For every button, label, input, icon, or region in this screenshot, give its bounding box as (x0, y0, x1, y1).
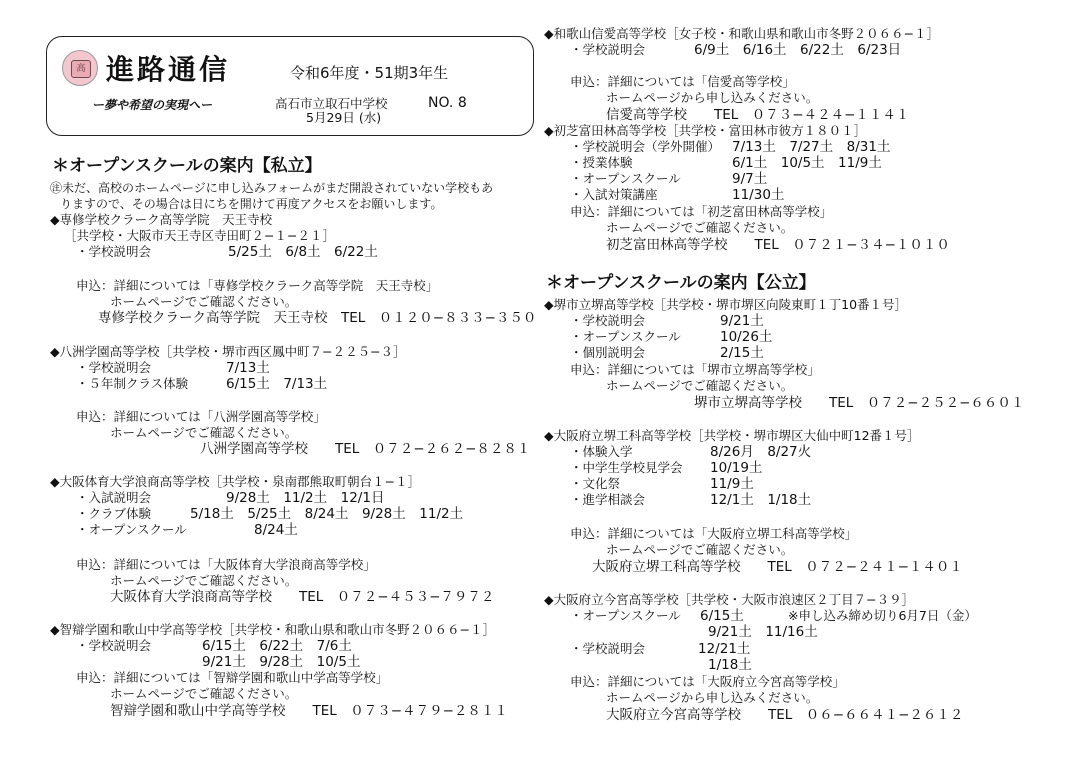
apply-info: 申込：詳細については「大阪体育大学浪商高等学校」 (76, 557, 376, 572)
school-name-chiben: ◆智辯学園和歌山中学高等学校［共学校・和歌山県和歌山市冬野２０６６−１］ (50, 622, 496, 637)
school-name-hatsushiba: ◆初芝富田林高等学校［共学校・富田林市彼方１８０１］ (544, 123, 867, 138)
issue-date: 5月29日 (水) (306, 110, 382, 125)
event-dates: 5/18土 5/25土 8/24土 9/28土 11/2土 (190, 506, 464, 522)
apply-info: 申込：詳細については「大阪府立今宮高等学校」 (570, 674, 845, 689)
apply-info: 申込：詳細については「初芝富田林高等学校」 (570, 204, 833, 219)
school-name-sakai: ◆堺市立堺高等学校［共学校・堺市堺区向陵東町１丁10番１号］ (544, 297, 908, 312)
event-label: ・文化祭 (570, 476, 621, 491)
event-dates: 11/9土 (710, 476, 754, 492)
school-tel: 信愛高等学校 TEL ０７３−４２４−１１４１ (606, 107, 910, 123)
school-name: 高石市立取石中学校 (275, 96, 388, 111)
apply-homepage: ホームページから申し込みください。 (606, 90, 819, 105)
event-dates: 2/15土 (720, 345, 764, 361)
event-dates: 5/25土 6/8土 6/22土 (228, 244, 378, 260)
school-tel: 大阪府立今宮高等学校 TEL ０６−６６４１−２６１２ (606, 707, 964, 723)
school-tel: 専修学校クラーク高等学院 天王寺校 TEL ０１２０−８３３−３５０ (98, 310, 537, 326)
private-note-line1: ㊟未だ、高校のホームページに申し込みフォームがまだ開設されていない学校もあ (50, 181, 494, 195)
event-dates: 6/1土 10/5土 11/9土 (732, 155, 882, 171)
school-name-clark: ◆専修学校クラーク高等学院 天王寺校 (50, 212, 273, 227)
school-name-sakaikoka: ◆大阪府立堺工科高等学校［共学校・堺市堺区大仙中町12番１号］ (544, 428, 920, 443)
event-dates: 12/1土 1/18土 (710, 492, 812, 508)
school-name-taiiku: ◆大阪体育大学浪商高等学校［共学校・泉南郡熊取町朝台１−１］ (50, 474, 421, 489)
event-label: ・授業体験 (570, 155, 633, 170)
event-label: ・学校説明会 (570, 641, 646, 656)
apply-info: 申込：詳細については「専修学校クラーク高等学院 天王寺校」 (76, 278, 439, 293)
event-label: ・オープンスクール (570, 171, 681, 186)
event-label: ・入試対策講座 (570, 187, 658, 202)
issue-number: NO. 8 (428, 95, 467, 111)
apply-homepage: ホームページでご確認ください。 (110, 573, 298, 588)
event-label: ・オープンスクール (570, 608, 681, 623)
logo-emblem: 高 (71, 60, 91, 78)
event-dates: 9/28土 11/2土 12/1日 (226, 490, 385, 506)
event-dates: 6/9土 6/16土 6/22土 6/23日 (694, 42, 902, 58)
event-dates: 9/21土 (720, 313, 764, 329)
apply-homepage: ホームページから申し込みください。 (606, 690, 819, 705)
private-section-heading: ＊オープンスクールの案内【私立】 (52, 156, 322, 176)
event-label: ・学校説明会 (76, 638, 152, 653)
school-tel: 堺市立堺高等学校 TEL ０７２−２５２−６６０１ (694, 395, 1025, 411)
event-dates: 10/19土 (710, 460, 763, 476)
apply-homepage: ホームページでご確認ください。 (606, 220, 794, 235)
event-dates: 8/26月 8/27火 (710, 444, 812, 460)
event-label: ・個別説明会 (570, 345, 646, 360)
apply-homepage: ホームページでご確認ください。 (110, 686, 298, 701)
event-label: ・学校説明会（学外開催） (570, 139, 721, 154)
event-label: ・クラブ体験 (76, 506, 152, 521)
event-dates: 9/7土 (732, 171, 768, 187)
event-label: ・５年制クラス体験 (76, 376, 189, 391)
year-grade: 令和6年度・51期3年生 (290, 64, 449, 82)
event-label: ・学校説明会 (570, 42, 646, 57)
deadline-note: ※申し込み締め切り6月7日（金） (788, 608, 977, 623)
apply-info: 申込：詳細については「大阪府立堺工科高等学校」 (570, 526, 858, 541)
apply-info: 申込：詳細については「八洲学園高等学校」 (76, 409, 326, 424)
private-note-line2: りますので、その場合は日にちを開けて再度アクセスをお願いします。 (60, 197, 443, 211)
event-dates: 9/21土 9/28土 10/5土 (202, 654, 361, 670)
school-tel: 大阪体育大学浪商高等学校 TEL ０７２−４５３−７９７２ (110, 589, 495, 605)
apply-homepage: ホームページでご確認ください。 (110, 425, 298, 440)
event-dates: 1/18土 (708, 657, 752, 673)
event-label: ・進学相談会 (570, 492, 646, 507)
apply-homepage: ホームページでご確認ください。 (606, 542, 794, 557)
event-label: ・入試説明会 (76, 490, 152, 505)
school-tel: 智辯学園和歌山中学高等学校 TEL ０７３−４７９−２８１１ (110, 703, 508, 719)
public-section-heading: ＊オープンスクールの案内【公立】 (546, 273, 816, 293)
event-label: ・オープンスクール (76, 522, 187, 537)
event-label: ・学校説明会 (76, 360, 152, 375)
event-dates: 6/15土 (700, 608, 744, 624)
school-tel: 八洲学園高等学校 TEL ０７２−２６２−８２８１ (200, 441, 531, 457)
apply-info: 申込：詳細については「堺市立堺高等学校」 (570, 362, 820, 377)
school-tel: 大阪府立堺工科高等学校 TEL ０７２−２４１−１４０１ (592, 559, 963, 575)
event-label: ・学校説明会 (76, 244, 152, 259)
event-dates: 7/13土 7/27土 8/31土 (732, 139, 891, 155)
apply-info: 申込：詳細については「信愛高等学校」 (570, 74, 795, 89)
event-label: ・オープンスクール (570, 329, 681, 344)
school-name-imamiya: ◆大阪府立今宮高等学校［共学校・大阪市浪速区２丁目７−３９］ (544, 592, 915, 607)
event-dates: 6/15土 7/13土 (226, 376, 328, 392)
event-dates: 9/21土 11/16土 (708, 624, 818, 640)
event-dates: 10/26土 (720, 329, 773, 345)
school-tel: 初芝富田林高等学校 TEL ０７２１−３４−１０１０ (606, 237, 950, 253)
event-dates: 7/13土 (226, 360, 270, 376)
apply-homepage: ホームページでご確認ください。 (110, 294, 298, 309)
event-dates: 6/15土 6/22土 7/6土 (202, 638, 352, 654)
school-address-clark: ［共学校・大阪市天王寺区寺田町２−１−２１］ (64, 228, 335, 243)
newsletter-title: 進路通信 (106, 53, 231, 86)
event-dates: 8/24土 (254, 522, 298, 538)
event-label: ・学校説明会 (570, 313, 646, 328)
event-dates: 11/30土 (732, 187, 785, 203)
apply-homepage: ホームページでご確認ください。 (606, 378, 794, 393)
event-dates: 12/21土 (698, 641, 751, 657)
school-logo-icon (62, 50, 98, 86)
event-label: ・体験入学 (570, 444, 633, 459)
school-name-shinai: ◆和歌山信愛高等学校［女子校・和歌山県和歌山市冬野２０６６−１］ (544, 26, 940, 41)
event-label: ・中学生学校見学会 (570, 460, 683, 475)
newsletter-subtitle: ー夢や希望の実現へー (92, 98, 213, 112)
school-name-hassen: ◆八洲学園高等学校［共学校・堺市西区鳳中町７−２２５−３］ (50, 344, 406, 359)
apply-info: 申込：詳細については「智辯学園和歌山中学高等学校」 (76, 670, 389, 685)
